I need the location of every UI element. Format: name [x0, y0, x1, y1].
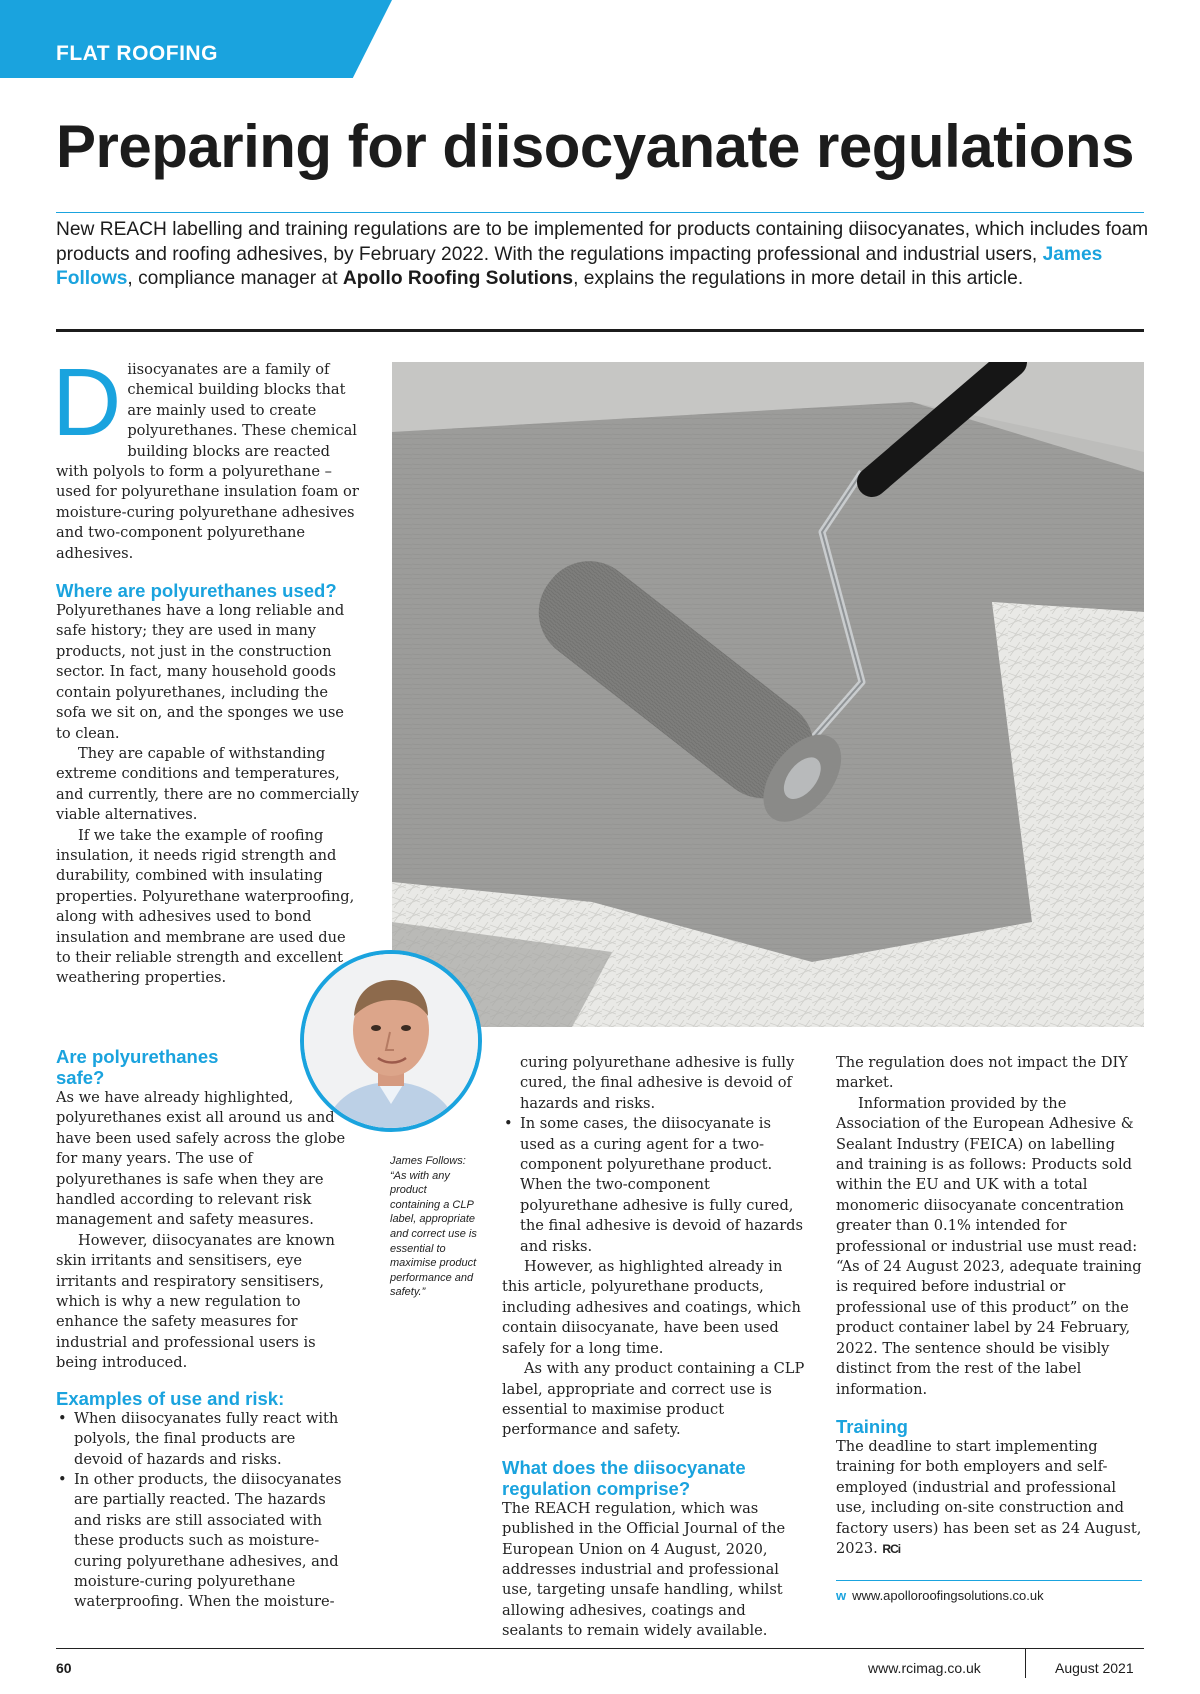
where-paragraph-3: If we take the example of roofing insulation, it needs rigid strength and durability, combined with insulating properties. Polyurethane waterproofing, along with adhesives used to bond insulation and membrane are used due to their reliable strength and excellent weathering properties.: [56, 826, 355, 987]
web-link[interactable]: www.apolloroofingsolutions.co.uk: [852, 1588, 1044, 1603]
footer-rule: [56, 1648, 1144, 1649]
intro-text: iisocyanates are a family of chemical building blocks that are mainly used to create polyurethanes. These chemical building blocks are reacted with polyols to form a polyurethane – used for polyurethane insulation foam or moisture-curing polyurethane adhesives and two-component polyurethane adhesives.: [56, 361, 359, 562]
bullet-continuation: curing polyurethane adhesive is fully cured, the final adhesive is devoid of hazards and risks.: [520, 1054, 795, 1112]
column-2-paragraph-1: However, as highlighted already in this article, polyurethane products, including adhesives and coatings, which contain diisocyanate, have been used safely for a long time.: [502, 1258, 801, 1357]
subhead-examples: Examples of use and risk:: [56, 1387, 285, 1409]
page-number: 60: [56, 1660, 72, 1676]
headline-rule: [56, 212, 1144, 213]
column-2: [502, 1053, 808, 1642]
column-3-paragraph-1: The regulation does not impact the DIY market.: [836, 1054, 1128, 1092]
article-headline: Preparing for diisocyanate regulations: [56, 113, 1134, 180]
web-rule: [836, 1580, 1142, 1581]
list-item: • When diisocyanates fully react with polyols, the final products are devoid of hazards and risks.: [56, 1409, 346, 1470]
column-1-top: [52, 349, 362, 989]
standfirst-text-2: , compliance manager at: [127, 268, 343, 289]
training-paragraph: [836, 1437, 1146, 1559]
list-item: • In some cases, the diisocyanate is used as a curing agent for a two-component polyurethane product. When the two-component polyurethane adhesive is fully cured, the final adhesive is devoid of hazards and risks.: [502, 1114, 808, 1257]
where-paragraph-2: They are capable of withstanding extreme conditions and temperatures, and currently, there are no commercially viable alternatives.: [56, 744, 360, 824]
portrait-caption: James Follows: “As with any product containing a CLP label, appropriate and correct use is essential to maximise product performance and safety.”: [390, 1155, 477, 1299]
subhead-where-used: Where are polyurethanes used?: [56, 580, 337, 602]
column-3-paragraph-2: Information provided by the Association of the European Adhesive & Sealant Industry (FEICA) on labelling and training is as follows: Products sold within the EU and UK with a total monomeric diisocyanate concentration greater than 0.1% intended for professional or industrial use must read: “As of 24 August 2023, adequate training is required before industrial or professional use of this product” on the product container label by 24 February, 2022. The sentence should be visibly distinct from the rest of the label information.: [836, 1094, 1142, 1398]
column-1-bottom: [56, 1046, 346, 1613]
standfirst-rule: [56, 329, 1144, 332]
column-3: [836, 1053, 1146, 1559]
standfirst: [56, 218, 1151, 292]
section-tag: FLAT ROOFING: [56, 42, 218, 65]
subhead-safe: Are polyurethanes safe?: [56, 1046, 219, 1088]
standfirst-company: Apollo Roofing Solutions: [342, 268, 574, 289]
examples-list: [56, 1409, 346, 1613]
drop-cap: D: [52, 349, 122, 456]
footer-issue: August 2021: [1055, 1660, 1134, 1676]
standfirst-text-1: New REACH labelling and training regulations are to be implemented for products containing diisocyanates, which includes foam products and roofing adhesives, by February 2022. With the regulations impacting professional and industrial users,: [56, 219, 1149, 265]
end-logo: RCi: [882, 1541, 901, 1556]
web-reference: [836, 1588, 1044, 1603]
author-portrait: [300, 950, 482, 1132]
safe-paragraph-1: As we have already highlighted, polyurethanes exist all around us and have been used safely across the globe for many years. The use of polyurethanes is safe when they are handled according to relevant risk management and safety measures.: [56, 1089, 346, 1229]
footer-divider: [1025, 1648, 1026, 1678]
safe-paragraph-2: However, diisocyanates are known skin irritants and sensitisers, eye irritants and respiratory sensitisers, which is why a new regulation to enhance the safety measures for industrial and professional users is being introduced.: [56, 1231, 335, 1372]
column-2-paragraph-2: As with any product containing a CLP label, appropriate and correct use is essential to maximise product performance and safety.: [502, 1360, 805, 1439]
standfirst-author: James Follows: [56, 243, 1103, 289]
intro-paragraph: [52, 349, 362, 564]
curing-list: [502, 1114, 808, 1257]
list-item: • In other products, the diisocyanates are partially reacted. The hazards and risks are still associated with these products such as moisture-curing polyurethane adhesives, and moisture-curing polyurethane waterproofing. When the moisture-: [56, 1470, 346, 1613]
roller-photo: [392, 362, 1144, 1027]
footer-site[interactable]: www.rcimag.co.uk: [868, 1660, 981, 1676]
section-tab: [0, 0, 392, 78]
column-2-paragraph-3: The REACH regulation, which was published in the Official Journal of the European Union on 4 August, 2020, addresses industrial and professional use, targeting unsafe handling, whilst allowing adhesives, coatings and sealants to remain widely available.: [502, 1499, 786, 1640]
standfirst-text-3: , explains the regulations in more detail in this article.: [573, 268, 1024, 289]
subhead-training: Training: [836, 1415, 908, 1437]
training-text: The deadline to start implementing training for both employers and self-employed (industrial and professional use, including on-site construction and factory users) has been set as 24 August, 2023.: [836, 1437, 1142, 1557]
where-paragraph-1: Polyurethanes have a long reliable and safe history; they are used in many products, not just in the construction sector. In fact, many household goods contain polyurethanes, including the sofa we sit on, and the sponges we use to clean.: [56, 602, 345, 742]
subhead-comprise: What does the diisocyanate regulation comprise?: [502, 1456, 746, 1499]
web-prefix: w: [836, 1588, 847, 1603]
